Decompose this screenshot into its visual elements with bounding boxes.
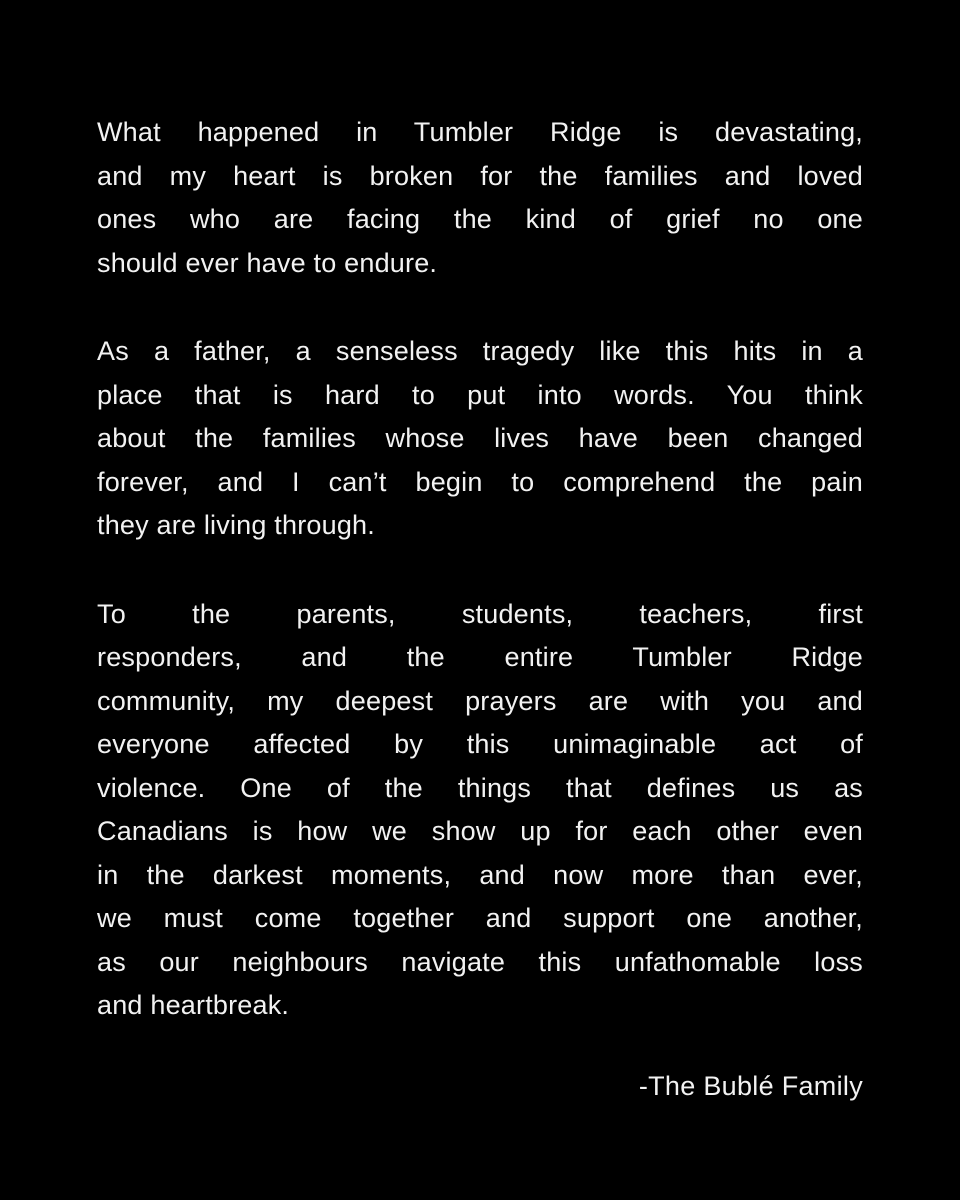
text-line: ones who are facing the kind of grief no one	[97, 204, 863, 234]
text-line: What happened in Tumbler Ridge is devastating,	[97, 117, 863, 147]
signature: -The Bublé Family	[638, 1071, 863, 1101]
text-line: we must come together and support one another,	[97, 903, 863, 933]
statement-body	[97, 111, 863, 1073]
text-line: about the families whose lives have been changed	[97, 423, 863, 453]
paragraph-1	[97, 111, 863, 285]
text-line: To the parents, students, teachers, first	[97, 598, 863, 629]
text-line: they are living through.	[97, 510, 375, 540]
paragraph-2	[97, 330, 863, 548]
text-line: As a father, a senseless tragedy like this hits in a	[97, 336, 863, 366]
text-line: place that is hard to put into words. You think	[97, 379, 863, 410]
text-line: responders, and the entire Tumbler Ridge	[97, 642, 863, 672]
text-line: everyone affected by this unimaginable act of	[97, 729, 863, 759]
text-line: violence. One of the things that defines us as	[97, 772, 863, 803]
text-line: in the darkest moments, and now more than ever,	[97, 859, 863, 890]
text-line: community, my deepest prayers are with you and	[97, 685, 863, 716]
text-line: as our neighbours navigate this unfathomable loss	[97, 946, 863, 977]
text-line: and heartbreak.	[97, 990, 290, 1020]
text-line: should ever have to endure.	[97, 247, 438, 278]
text-line: Canadians is how we show up for each other even	[97, 816, 863, 846]
text-line: forever, and I can’t begin to comprehend the pain	[97, 466, 863, 497]
text-line: and my heart is broken for the families and loved	[97, 160, 863, 191]
paragraph-3	[97, 593, 863, 1028]
